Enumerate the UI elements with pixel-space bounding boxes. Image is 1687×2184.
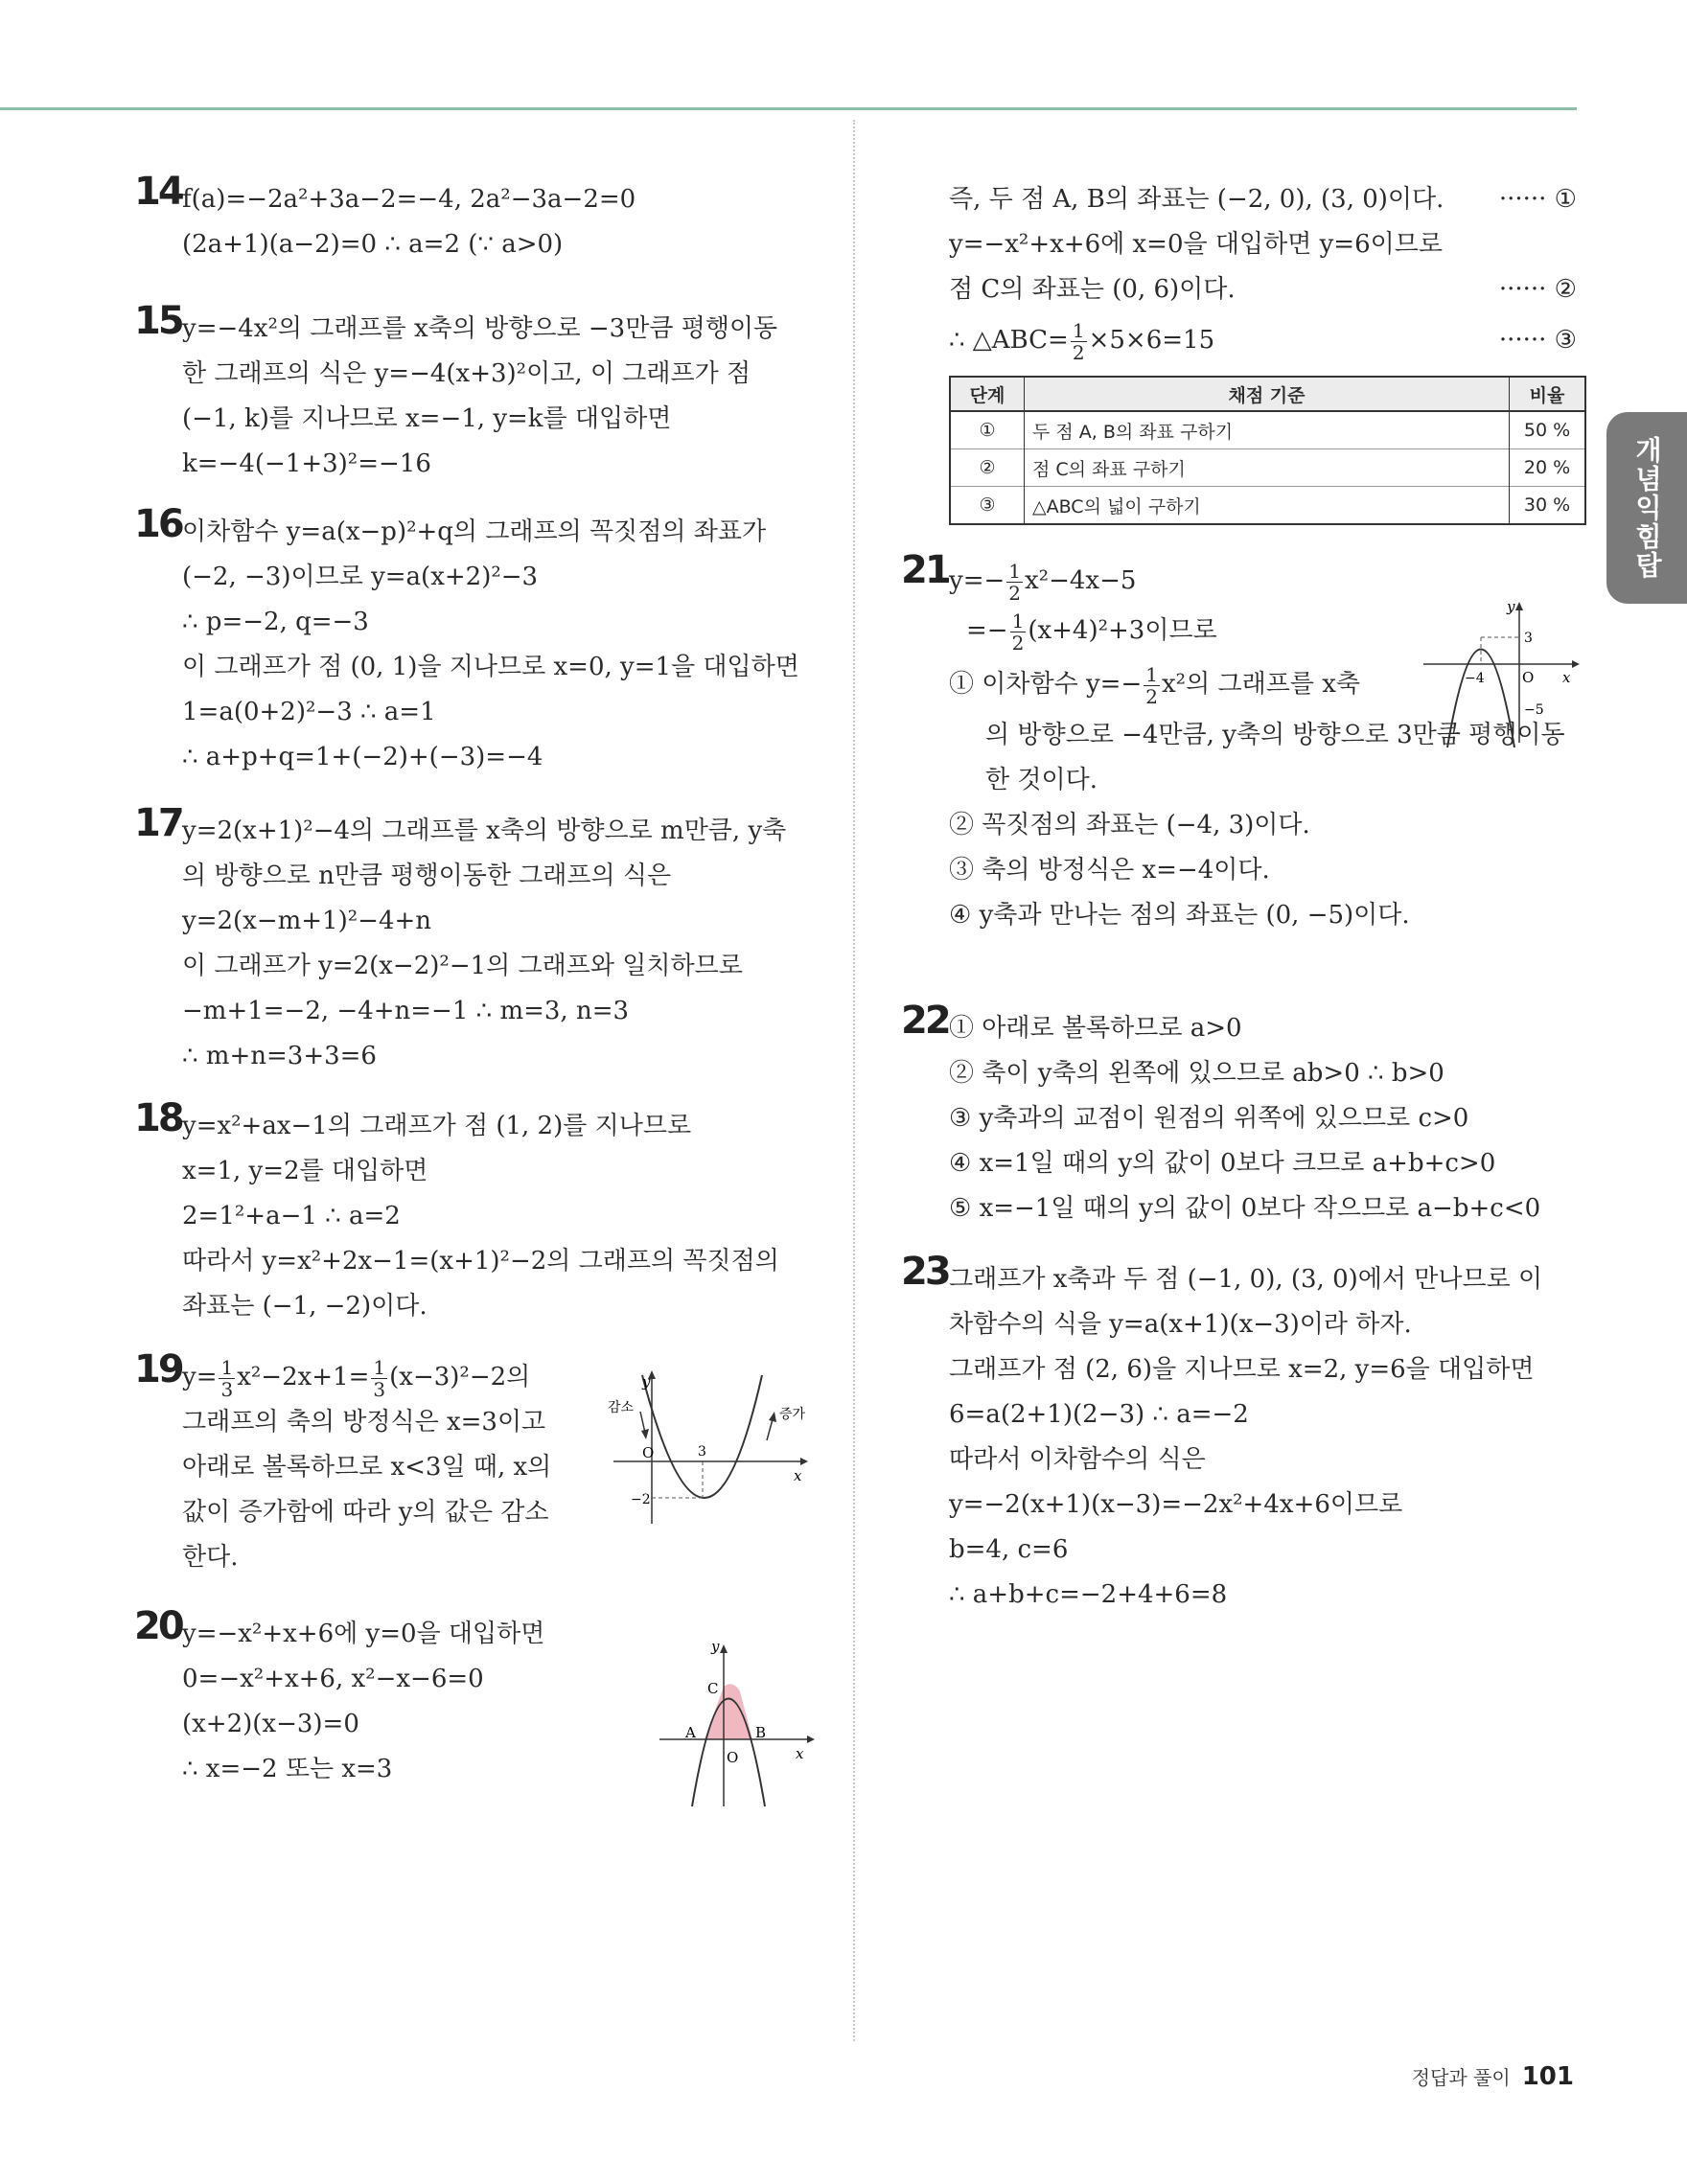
solution-line: 2=1²+a−1 ∴ a=2 bbox=[182, 1202, 401, 1230]
solution-line: 한 그래프의 식은 y=−4(x+3)²이고, 이 그래프가 점 bbox=[182, 359, 751, 388]
problem-18 bbox=[134, 1096, 824, 1355]
decrease-label: 감소 bbox=[608, 1400, 635, 1415]
solution-line: f(a)=−2a²+3a−2=−4, 2a²−3a−2=0 bbox=[182, 185, 636, 214]
left-column bbox=[134, 170, 824, 1804]
solution-line: (2a+1)(a−2)=0 ∴ a=2 (∵ a>0) bbox=[182, 230, 564, 259]
solution-line: ① 아래로 볼록하므로 a>0 bbox=[949, 1014, 1242, 1043]
solution-line: 점 C의 좌표는 (0, 6)이다. ······ ② bbox=[949, 267, 1577, 312]
fraction: $\frac{1}{2}$ bbox=[1011, 609, 1025, 655]
axis-label-y: y bbox=[1507, 598, 1515, 615]
solution-line: 이 그래프가 y=2(x−2)²−1의 그래프와 일치하므로 bbox=[182, 952, 743, 980]
tick-label: −4 bbox=[1465, 671, 1485, 686]
solution-line: =− $\frac{1}{2}$ (x+4)²+3이므로 bbox=[966, 609, 1217, 655]
problem-20-continued bbox=[901, 177, 1577, 525]
point-a-label: A bbox=[685, 1724, 696, 1741]
solution-line: ∴ a+b+c=−2+4+6=8 bbox=[949, 1580, 1228, 1609]
problem-number: 20 bbox=[134, 1604, 182, 1648]
table-header: 단계 bbox=[950, 377, 1025, 411]
column-divider bbox=[853, 120, 855, 2041]
tick-label: 3 bbox=[698, 1444, 706, 1460]
fraction: $\frac{1}{3}$ bbox=[373, 1355, 386, 1401]
problem-number: 21 bbox=[901, 548, 949, 592]
fraction: $\frac{1}{2}$ bbox=[1145, 662, 1158, 708]
point-b-label: B bbox=[755, 1724, 767, 1741]
tick-label: −2 bbox=[631, 1492, 651, 1507]
solution-line: 이 그래프가 점 (0, 1)을 지나므로 x=0, y=1을 대입하면 bbox=[182, 653, 799, 681]
solution-line: 의 방향으로 n만큼 평행이동한 그래프의 식은 bbox=[182, 862, 672, 890]
step-marker: ······ ① bbox=[1498, 185, 1577, 214]
grading-table bbox=[949, 376, 1586, 525]
table-header: 채점 기준 bbox=[1025, 377, 1510, 411]
tick-label: 3 bbox=[1524, 631, 1533, 646]
fraction: $\frac{1}{2}$ bbox=[1008, 559, 1021, 605]
axis-label-y: y bbox=[711, 1638, 720, 1655]
solution-line: 그래프가 x축과 두 점 (−1, 0), (3, 0)에서 만나므로 이 bbox=[949, 1265, 1543, 1294]
solution-line: b=4, c=6 bbox=[949, 1535, 1069, 1564]
solution-line: y=−2(x+1)(x−3)=−2x²+4x+6이므로 bbox=[949, 1490, 1403, 1519]
axis-label-x: x bbox=[796, 1745, 804, 1762]
origin-label: O bbox=[727, 1749, 739, 1766]
solution-line: 차함수의 식을 y=a(x+1)(x−3)이라 하자. bbox=[949, 1310, 1412, 1339]
solution-line: ∴ x=−2 또는 x=3 bbox=[182, 1755, 393, 1783]
side-tab-label: 개념익힘탑 bbox=[1631, 436, 1663, 580]
solution-line: y=− $\frac{1}{2}$ x²−4x−5 bbox=[949, 559, 1137, 605]
solution-line: 의 방향으로 −4만큼, y축의 방향으로 3만큼 평행이동 bbox=[985, 721, 1565, 749]
solution-line: (−1, k)를 지나므로 x=−1, y=k를 대입하면 bbox=[182, 404, 672, 433]
solution-line: (x+2)(x−3)=0 bbox=[182, 1710, 359, 1738]
solution-line: (−2, −3)이므로 y=a(x+2)²−3 bbox=[182, 563, 539, 591]
step-marker: ······ ② bbox=[1498, 275, 1577, 304]
problem-number: 17 bbox=[134, 801, 182, 845]
solution-line: x=1, y=2를 대입하면 bbox=[182, 1157, 428, 1185]
table-header: 비율 bbox=[1510, 377, 1586, 411]
solution-line: ⑤ x=−1일 때의 y의 값이 0보다 작으므로 a−b+c<0 bbox=[949, 1194, 1541, 1223]
solution-line: ∴ △ABC= $\frac{1}{2}$ ×5×6=15 ······ ③ bbox=[949, 312, 1577, 368]
table-row: ① 두 점 A, B의 좌표 구하기 50 % bbox=[950, 411, 1585, 449]
problem-14 bbox=[134, 170, 824, 307]
solution-line: y=−x²+x+6에 y=0을 대입하면 bbox=[182, 1620, 545, 1648]
graph-problem-19 bbox=[604, 1366, 815, 1529]
tick-label: −5 bbox=[1524, 702, 1544, 718]
solution-line: ③ y축과의 교점이 원점의 위쪽에 있으므로 c>0 bbox=[949, 1104, 1469, 1133]
solution-line: ∴ m+n=3+3=6 bbox=[182, 1042, 377, 1070]
solution-line: ① 이차함수 y=− $\frac{1}{2}$ x²의 그래프를 x축 bbox=[949, 662, 1360, 708]
solution-line: ② 꼭짓점의 좌표는 (−4, 3)이다. bbox=[949, 811, 1310, 839]
solution-line: 그래프가 점 (2, 6)을 지나므로 x=2, y=6을 대입하면 bbox=[949, 1355, 1535, 1384]
solution-line: 1=a(0+2)²−3 ∴ a=1 bbox=[182, 698, 436, 726]
solution-line: y=2(x+1)²−4의 그래프를 x축의 방향으로 m만큼, y축 bbox=[182, 816, 787, 845]
solution-line: y=x²+ax−1의 그래프가 점 (1, 2)를 지나므로 bbox=[182, 1112, 692, 1140]
solution-line: 즉, 두 점 A, B의 좌표는 (−2, 0), (3, 0)이다. ······ ① bbox=[949, 177, 1577, 222]
solution-line: ② 축이 y축의 왼쪽에 있으므로 ab>0 ∴ b>0 bbox=[949, 1059, 1444, 1088]
solution-line: −m+1=−2, −4+n=−1 ∴ m=3, n=3 bbox=[182, 997, 630, 1025]
solution-line: 좌표는 (−1, −2)이다. bbox=[182, 1292, 428, 1321]
table-row: ② 점 C의 좌표 구하기 20 % bbox=[950, 449, 1585, 487]
problem-number: 15 bbox=[134, 299, 182, 343]
problem-number: 23 bbox=[901, 1250, 949, 1294]
problem-23 bbox=[901, 1250, 1577, 1618]
problem-number: 19 bbox=[134, 1347, 182, 1391]
solution-line: 0=−x²+x+6, x²−x−6=0 bbox=[182, 1665, 484, 1693]
solution-line: y= $\frac{1}{3}$ x²−2x+1= $\frac{1}{3}$ (x−3)²−2의 bbox=[182, 1355, 531, 1401]
origin-label: O bbox=[642, 1444, 655, 1461]
problem-17 bbox=[134, 801, 824, 1104]
solution-line: ∴ p=−2, q=−3 bbox=[182, 608, 369, 636]
solution-line: 이차함수 y=a(x−p)²+q의 그래프의 꼭짓점의 좌표가 bbox=[182, 517, 767, 546]
page-number: 101 bbox=[1521, 2062, 1574, 2091]
footer-label: 정답과 풀이 bbox=[1411, 2066, 1511, 2089]
solution-line: ④ x=1일 때의 y의 값이 0보다 크므로 a+b+c>0 bbox=[949, 1149, 1496, 1178]
right-column bbox=[901, 177, 1577, 1618]
origin-label: O bbox=[1522, 669, 1535, 686]
problem-16 bbox=[134, 502, 824, 809]
problem-number: 14 bbox=[134, 170, 182, 214]
graph-problem-21 bbox=[1419, 594, 1582, 752]
solution-line: ④ y축과 만나는 점의 좌표는 (0, −5)이다. bbox=[949, 901, 1410, 930]
solution-line: 따라서 이차함수의 식은 bbox=[949, 1445, 1206, 1474]
solution-line: 따라서 y=x²+2x−1=(x+1)²−2의 그래프의 꼭짓점의 bbox=[182, 1247, 779, 1276]
section-side-tab bbox=[1606, 412, 1687, 604]
solution-line: y=−x²+x+6에 x=0을 대입하면 y=6이므로 bbox=[949, 230, 1443, 259]
axis-label-x: x bbox=[794, 1467, 802, 1484]
problem-22 bbox=[901, 999, 1577, 1257]
solution-line: k=−4(−1+3)²=−16 bbox=[182, 449, 431, 478]
top-rule bbox=[0, 107, 1577, 110]
solution-line: y=−4x²의 그래프를 x축의 방향으로 −3만큼 평행이동 bbox=[182, 314, 778, 343]
solution-line: ③ 축의 방정식은 x=−4이다. bbox=[949, 856, 1270, 885]
axis-label-x: x bbox=[1562, 669, 1571, 686]
problem-15 bbox=[134, 299, 824, 510]
solution-line: 6=a(2+1)(2−3) ∴ a=−2 bbox=[949, 1400, 1249, 1429]
problem-number: 18 bbox=[134, 1096, 182, 1140]
solution-line: 한다. bbox=[182, 1543, 239, 1572]
solution-line: 그래프의 축의 방정식은 x=3이고 bbox=[182, 1408, 546, 1437]
point-c-label: C bbox=[707, 1680, 719, 1697]
increase-label: 증가 bbox=[779, 1407, 806, 1422]
problem-number: 22 bbox=[901, 999, 949, 1043]
table-row: ③ △ABC의 넓이 구하기 30 % bbox=[950, 487, 1585, 525]
fraction: $\frac{1}{3}$ bbox=[220, 1355, 234, 1401]
problem-number: 16 bbox=[134, 502, 182, 546]
solution-line: 아래로 볼록하므로 x<3일 때, x의 bbox=[182, 1453, 552, 1482]
solution-line: 값이 증가함에 따라 y의 값은 감소 bbox=[182, 1498, 549, 1527]
graph-problem-20 bbox=[652, 1634, 820, 1811]
axis-label-y: y bbox=[642, 1373, 651, 1391]
solution-line: ∴ a+p+q=1+(−2)+(−3)=−4 bbox=[182, 743, 543, 771]
step-marker: ······ ③ bbox=[1498, 326, 1577, 355]
page-footer bbox=[1412, 2062, 1574, 2091]
fraction: $\frac{1}{2}$ bbox=[1072, 318, 1085, 364]
solution-line: y=2(x−m+1)²−4+n bbox=[182, 907, 432, 935]
solution-line: 한 것이다. bbox=[985, 766, 1098, 794]
